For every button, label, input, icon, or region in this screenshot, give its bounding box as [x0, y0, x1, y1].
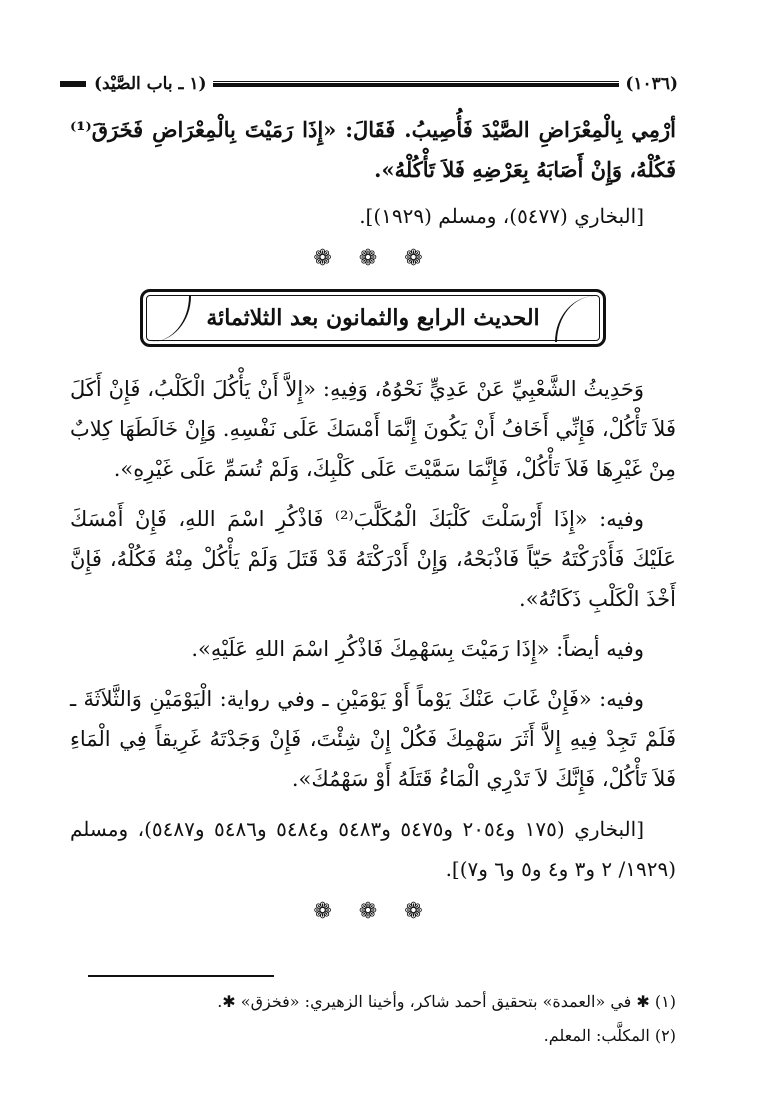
footnotes — [86, 985, 676, 1053]
footnote-1: (١) ✱ في «العمدة» بتحقيق أحمد شاكر، وأخينا الزهيري: «فخزق» ✱. — [217, 992, 676, 1011]
footnote-rule — [88, 975, 274, 977]
separator-stars-2: ❁ ❁ ❁ — [313, 899, 433, 924]
reference-2: [البخاري (١٧٥ و٢٠٥٤ و٥٤٧٥ و٥٤٨٣ و٥٤٨٤ و٥٤٨٦ و٥٤٨٧)، ومسلم (١٩٢٩/ ٢ و٣ و٤ و٥ و٦ و٧)]. — [70, 817, 676, 881]
paragraph-1: أرْمِي بِالْمِعْرَاضِ الصَّيْدَ فَأُصِيبُ. فَقَالَ: «إِذَا رَمَيْتَ بِالْمِعْرَاضِ فَخَرَقَ⁽¹⁾ فَكُلْهُ، وَإِنْ أَصَابَهُ بِعَرْضِهِ فَلاَ تَأْكُلْهُ». — [70, 117, 676, 182]
chapter-title: (١ ـ باب الصَّيْد) — [94, 74, 207, 94]
header-rule-short — [60, 81, 86, 87]
separator-stars: ❁ ❁ ❁ — [313, 246, 433, 271]
paragraph-4: وفيه أيضاً: «إِذَا رَمَيْتَ بِسَهْمِكَ فَاذْكُرِ اسْمَ اللهِ عَلَيْهِ». — [191, 637, 644, 661]
header-rule — [213, 81, 620, 87]
paragraph-3: وفيه: «إِذَا أَرْسَلْتَ كَلْبَكَ الْمُكَلَّبَ⁽²⁾ فَاذْكُرِ اسْمَ اللهِ، فَإِنْ أَمْسَكَ عَلَيْكَ فَأَدْرَكْتَهُ حَيّاً فَاذْبَحْهُ، وَإِنْ أَدْرَكْتَهُ قَدْ قَتَلَ وَلَمْ يَأْكُلْ مِنْهُ فَكُلْهُ، فَإِنَّ أَخْذَ الْكَلْبِ ذَكَاتُهُ». — [70, 507, 676, 611]
footnote-2: (٢) المكلَّب: المعلم. — [543, 1026, 676, 1045]
ornament-left — [151, 296, 191, 342]
ornament-right — [555, 296, 595, 342]
section-title-box — [140, 289, 606, 347]
running-header — [60, 70, 678, 98]
section-title: الحديث الرابع والثمانون بعد الثلاثمائة — [206, 305, 540, 331]
paragraph-2: وَحَدِيثُ الشَّعْبِيِّ عَنْ عَدِيٍّ نَحْوُهُ، وَفِيهِ: «إِلاَّ أَنْ يَأْكُلَ الْكَلْبُ، فَإِنْ أَكَلَ فَلاَ تَأْكُلْ، فَإِنِّي أَخَافُ أَنْ يَكُونَ إِنَّمَا أَمْسَكَ عَلَى نَفْسِهِ. وَإِنْ خَالَطَهَا كِلابٌ مِنْ غَيْرِهَا فَلاَ تَأْكُلْ، فَإِنَّمَا سَمَّيْتَ عَلَى كَلْبِكَ، وَلَمْ تُسَمِّ عَلَى غَيْرِهِ». — [70, 377, 676, 481]
paragraph-5: وفيه: «فَإِنْ غَابَ عَنْكَ يَوْماً أَوْ يَوْمَيْنِ ـ وفي رواية: الْيَوْمَيْنِ وَالثَّلاَثَةَ ـ فَلَمْ تَجِدْ فِيهِ إِلاَّ أَثَرَ سَهْمِكَ فَكُلْ إِنْ شِئْتَ، فَإِنْ وَجَدْتَهُ غَرِيقاً فِي الْمَاءِ فَلاَ تَأْكُلْ، فَإِنَّكَ لاَ تَدْرِي الْمَاءُ قَتَلَهُ أَوْ سَهْمُكَ». — [70, 687, 676, 791]
page-number: (١٠٣٦) — [625, 74, 678, 94]
reference-1: [البخاري (٥٤٧٧)، ومسلم (١٩٢٩)]. — [359, 204, 644, 228]
main-text — [70, 110, 676, 936]
